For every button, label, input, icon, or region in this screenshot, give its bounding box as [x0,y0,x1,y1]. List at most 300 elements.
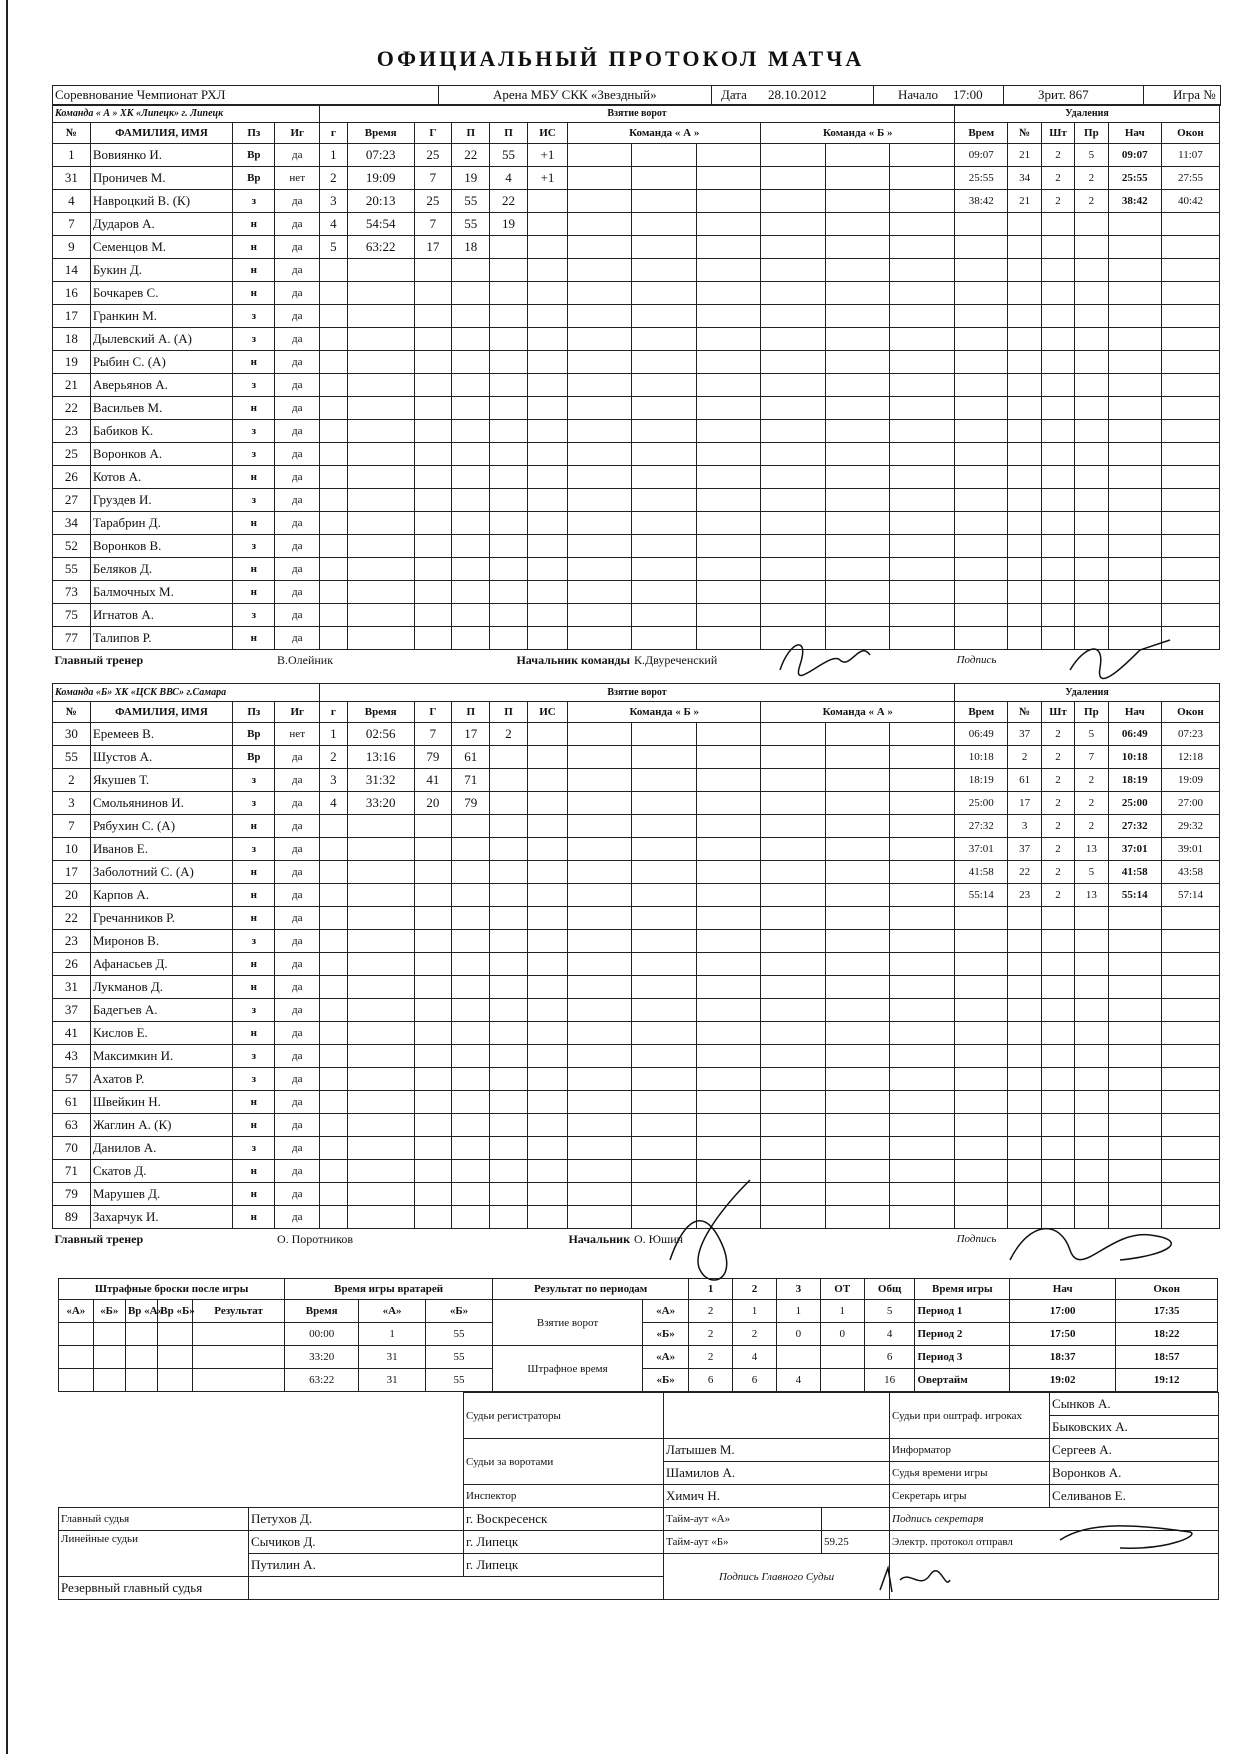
player-position: з [233,769,275,792]
penalty-end: 43:58 [1161,861,1219,884]
plus-minus-cell [761,512,826,535]
plus-minus-cell [567,213,632,236]
goal-g: 20 [414,792,452,815]
goal-is [527,190,567,213]
plus-minus-cell [632,581,697,604]
player-row [53,627,1220,650]
period-value: 2 [689,1346,733,1369]
plus-minus-cell [696,1137,761,1160]
plus-minus-cell [632,907,697,930]
penalty-end [1161,558,1219,581]
game-period-end: 18:57 [1116,1346,1218,1369]
player-played: да [275,907,320,930]
penalty-start: 55:14 [1108,884,1161,907]
goal-p1: 79 [452,792,490,815]
player-played: да [275,1183,320,1206]
penalty-sht [1041,1022,1074,1045]
col-header-pen-pr: Пр [1075,702,1108,723]
player-row [53,443,1220,466]
penalty-sht [1041,930,1074,953]
penalty-pr: 2 [1075,167,1108,190]
col-header-p1: П [452,123,490,144]
player-position: н [233,815,275,838]
penalty-pr [1075,236,1108,259]
goal-g [319,815,347,838]
secretary-sign-label: Подпись секретаря [890,1508,1219,1531]
period-value: 4 [864,1323,915,1346]
match-date: 28.10.2012 [768,87,827,102]
penalty-time: 37:01 [955,838,1008,861]
plus-minus-cell [567,190,632,213]
penalties-section-title: Удаления [955,105,1220,123]
informer-label: Информатор [890,1439,1050,1462]
goal-time [347,1183,414,1206]
player-row [53,1068,1220,1091]
penalty-start [1108,213,1161,236]
period-col-header: 3 [776,1279,820,1300]
player-name: Заболотний С. (А) [90,861,232,884]
goal-g [414,305,452,328]
penalty-end [1161,1114,1219,1137]
penalty-sht [1041,489,1074,512]
player-position: з [233,999,275,1022]
plus-minus-cell [632,512,697,535]
player-played: да [275,581,320,604]
plus-minus-cell [890,1068,955,1091]
penalty-pr: 13 [1075,838,1108,861]
goal-p1 [452,1114,490,1137]
player-number: 22 [53,907,91,930]
plus-minus-cell [890,236,955,259]
goal-p1 [452,328,490,351]
player-position: з [233,535,275,558]
player-position: н [233,1114,275,1137]
player-position: н [233,1022,275,1045]
goalie-col-header: «А» [359,1300,426,1323]
player-number: 1 [53,144,91,167]
plus-minus-cell [632,213,697,236]
plus-minus-cell [567,144,632,167]
goal-p1 [452,930,490,953]
penalty-end: 57:14 [1161,884,1219,907]
goal-g: 2 [319,746,347,769]
goal-g: 41 [414,769,452,792]
plus-minus-cell [890,1114,955,1137]
plus-minus-cell [632,1137,697,1160]
player-row [53,930,1220,953]
goal-p1 [452,1068,490,1091]
penalty-start [1108,259,1161,282]
col-header-pos: Пз [233,123,275,144]
penalty-end: 19:09 [1161,769,1219,792]
goal-time [347,420,414,443]
penalty-num [1008,374,1041,397]
goal-p1 [452,604,490,627]
penalty-sht [1041,236,1074,259]
plus-minus-cell [632,144,697,167]
player-number: 57 [53,1068,91,1091]
penalty-num [1008,213,1041,236]
game-period-end: 19:12 [1116,1369,1218,1392]
plus-minus-cell [567,1206,632,1229]
competition: Соревнование Чемпионат РХЛ [55,87,226,102]
penalty-pr [1075,305,1108,328]
penalty-start [1108,512,1161,535]
team-caption: Команда « А » ХК «Липецк» г. Липецк [53,105,320,123]
penalty-time: 55:14 [955,884,1008,907]
plus-minus-cell [696,282,761,305]
plus-minus-cell [567,1045,632,1068]
player-played: да [275,769,320,792]
player-position: з [233,420,275,443]
goal-is [527,1206,567,1229]
penalty-time [955,999,1008,1022]
player-row [53,976,1220,999]
goal-g [414,443,452,466]
goal-time [347,351,414,374]
goal-is [527,838,567,861]
goal-g: 79 [414,746,452,769]
player-name: Марушев Д. [90,1183,232,1206]
plus-minus-cell [567,236,632,259]
penalty-start [1108,953,1161,976]
penalty-start: 41:58 [1108,861,1161,884]
player-number: 41 [53,1022,91,1045]
plus-minus-cell [761,604,826,627]
goal-time [347,397,414,420]
player-played: да [275,558,320,581]
penalty-pr [1075,328,1108,351]
goal-time [347,815,414,838]
player-name: Иванов Е. [90,838,232,861]
goal-p1: 22 [452,144,490,167]
player-name: Букин Д. [90,259,232,282]
penalty-start [1108,466,1161,489]
col-header-name: ФАМИЛИЯ, ИМЯ [90,702,232,723]
player-name: Рыбин С. (А) [90,351,232,374]
head-coach-name: В.Олейник [276,653,334,667]
shootout-cell [158,1323,193,1346]
player-number: 37 [53,999,91,1022]
player-number: 22 [53,397,91,420]
period-value: 0 [776,1323,820,1346]
goal-judge-1: Латышев М. [664,1439,890,1462]
penalty-num [1008,489,1041,512]
goal-is [527,1045,567,1068]
player-name: Игнатов А. [90,604,232,627]
penalty-pr [1075,397,1108,420]
player-number: 26 [53,466,91,489]
plus-minus-cell [696,627,761,650]
plus-minus-cell [696,1114,761,1137]
goal-p1 [452,397,490,420]
goal-g: 1 [319,144,347,167]
player-number: 7 [53,815,91,838]
player-played: да [275,999,320,1022]
goal-g [414,328,452,351]
goal-is [527,976,567,999]
goal-g: 3 [319,769,347,792]
game-period-start: 19:02 [1010,1369,1116,1392]
penalty-start [1108,397,1161,420]
penalty-pr [1075,259,1108,282]
plus-minus-cell [567,815,632,838]
player-name: Бочкарев С. [90,282,232,305]
goal-p1: 19 [452,167,490,190]
goal-g [414,838,452,861]
player-position: з [233,374,275,397]
team-b-table [52,683,1220,1249]
penalty-time [955,328,1008,351]
player-number: 2 [53,769,91,792]
player-row [53,259,1220,282]
col-header-pos: Пз [233,702,275,723]
period-col-header: 1 [689,1279,733,1300]
plus-minus-cell [567,328,632,351]
player-position: н [233,1160,275,1183]
penalty-num [1008,627,1041,650]
goal-p2 [490,746,528,769]
plus-minus-cell [761,746,826,769]
goal-g [414,1091,452,1114]
penalty-start [1108,1137,1161,1160]
goal-p1 [452,1137,490,1160]
plus-minus-cell [696,374,761,397]
plus-minus-cell [632,328,697,351]
plus-minus-cell [761,884,826,907]
plus-minus-cell [696,769,761,792]
goal-g: 4 [319,213,347,236]
player-name: Дударов А. [90,213,232,236]
col-header-is: ИС [527,702,567,723]
goal-p1 [452,512,490,535]
player-name: Тарабрин Д. [90,512,232,535]
penalty-pr [1075,1114,1108,1137]
penalty-start [1108,489,1161,512]
arena: Арена МБУ СКК «Звездный» [493,87,657,102]
plus-minus-cell [890,535,955,558]
plus-minus-cell [567,581,632,604]
col-header-pen-start: Нач [1108,123,1161,144]
goal-is [527,815,567,838]
penalty-sht [1041,420,1074,443]
penalty-start [1108,907,1161,930]
penalty-num [1008,328,1041,351]
player-played: да [275,815,320,838]
player-played: да [275,930,320,953]
linesman-1-city: г. Липецк [464,1531,664,1554]
penalty-end [1161,512,1219,535]
penalty-time [955,1137,1008,1160]
plus-minus-cell [632,236,697,259]
player-position: Вр [233,144,275,167]
goal-p1 [452,1160,490,1183]
plus-minus-cell [632,558,697,581]
plus-minus-cell [890,466,955,489]
shootout-cell [59,1346,94,1369]
penalty-start [1108,420,1161,443]
player-position: н [233,351,275,374]
plus-minus-cell [761,466,826,489]
player-row [53,838,1220,861]
goal-is [527,328,567,351]
plus-minus-cell [696,1022,761,1045]
penalty-pr: 5 [1075,723,1108,746]
goal-g [414,512,452,535]
plus-minus-cell [761,167,826,190]
player-row [53,167,1220,190]
penalty-pr: 7 [1075,746,1108,769]
col-header-g: Г [414,702,452,723]
penalty-time [955,535,1008,558]
plus-minus-cell [696,259,761,282]
goal-p1: 55 [452,190,490,213]
goal-time [347,443,414,466]
penalty-num [1008,1022,1041,1045]
linesman-2-city: г. Липецк [464,1554,664,1577]
plus-minus-cell [825,558,890,581]
plus-minus-cell [567,769,632,792]
player-played: да [275,1022,320,1045]
periods-title: Результат по периодам [493,1279,689,1300]
goal-is [527,213,567,236]
penalty-sht [1041,397,1074,420]
penalty-num [1008,1114,1041,1137]
plus-minus-cell [890,581,955,604]
penalty-sht: 2 [1041,190,1074,213]
goal-p2 [490,838,528,861]
plus-minus-cell [761,1022,826,1045]
penalty-end [1161,259,1219,282]
plus-minus-cell [696,976,761,999]
player-row [53,1160,1220,1183]
player-played: да [275,512,320,535]
officials-table [58,1392,1219,1600]
player-number: 19 [53,351,91,374]
plus-minus-cell [567,1137,632,1160]
col-header-plusminus-own: Команда « А » [567,123,761,144]
plus-minus-cell [696,489,761,512]
player-row [53,953,1220,976]
penalty-sht [1041,1091,1074,1114]
col-header-name: ФАМИЛИЯ, ИМЯ [90,123,232,144]
goal-is: +1 [527,167,567,190]
player-row [53,769,1220,792]
goal-g [319,397,347,420]
goal-p2 [490,420,528,443]
penalty-sht [1041,1160,1074,1183]
player-name: Груздев И. [90,489,232,512]
goal-is [527,1114,567,1137]
goal-p2 [490,1114,528,1137]
penalty-time: 41:58 [955,861,1008,884]
penalty-pr [1075,581,1108,604]
plus-minus-cell [761,190,826,213]
plus-minus-cell [825,792,890,815]
col-header-plusminus-own: Команда « Б » [567,702,761,723]
goal-g: 25 [414,144,452,167]
penalty-time [955,282,1008,305]
plus-minus-cell [890,792,955,815]
game-period-label: Период 1 [915,1300,1010,1323]
player-played: да [275,190,320,213]
goal-p2 [490,627,528,650]
player-number: 23 [53,420,91,443]
plus-minus-cell [632,838,697,861]
plus-minus-cell [567,466,632,489]
team-a-table [52,104,1220,670]
penalty-num [1008,1137,1041,1160]
goal-p2 [490,1206,528,1229]
player-number: 14 [53,259,91,282]
penalty-num: 21 [1008,144,1041,167]
goal-g [319,282,347,305]
player-played: да [275,1206,320,1229]
plus-minus-cell [567,305,632,328]
goal-g [319,930,347,953]
goal-time [347,1137,414,1160]
col-header-pen-pr: Пр [1075,123,1108,144]
shootout-cell [192,1346,284,1369]
plus-minus-cell [825,746,890,769]
goal-g [319,1114,347,1137]
penalty-pr [1075,1045,1108,1068]
plus-minus-cell [696,420,761,443]
player-number: 55 [53,558,91,581]
game-period-label: Период 2 [915,1323,1010,1346]
period-value: 5 [864,1300,915,1323]
player-row [53,1091,1220,1114]
goal-time: 33:20 [347,792,414,815]
goal-p1: 55 [452,213,490,236]
goal-time [347,884,414,907]
player-number: 4 [53,190,91,213]
player-number: 43 [53,1045,91,1068]
penalty-start [1108,999,1161,1022]
goal-time [347,907,414,930]
plus-minus-cell [890,723,955,746]
plus-minus-cell [761,815,826,838]
plus-minus-cell [567,953,632,976]
plus-minus-cell [632,1114,697,1137]
plus-minus-cell [825,489,890,512]
col-header-played: Иг [275,702,320,723]
goal-g: 4 [319,792,347,815]
goal-is [527,305,567,328]
plus-minus-cell [696,558,761,581]
goal-p2 [490,305,528,328]
plus-minus-cell [825,999,890,1022]
goal-p1 [452,259,490,282]
plus-minus-cell [696,907,761,930]
goal-p2 [490,769,528,792]
timekeeper: Воронков А. [1050,1462,1219,1485]
plus-minus-cell [825,1137,890,1160]
game-time-start-header: Нач [1010,1279,1116,1300]
penalty-time [955,907,1008,930]
player-position: н [233,259,275,282]
goal-is [527,930,567,953]
penalty-pr [1075,213,1108,236]
plus-minus-cell [890,213,955,236]
plus-minus-cell [890,746,955,769]
period-col-header: 2 [733,1279,777,1300]
goal-g [319,1206,347,1229]
goal-p2 [490,930,528,953]
goalie-time: 00:00 [285,1323,359,1346]
plus-minus-cell [696,236,761,259]
goal-judges-label: Судьи за воротами [464,1439,664,1485]
